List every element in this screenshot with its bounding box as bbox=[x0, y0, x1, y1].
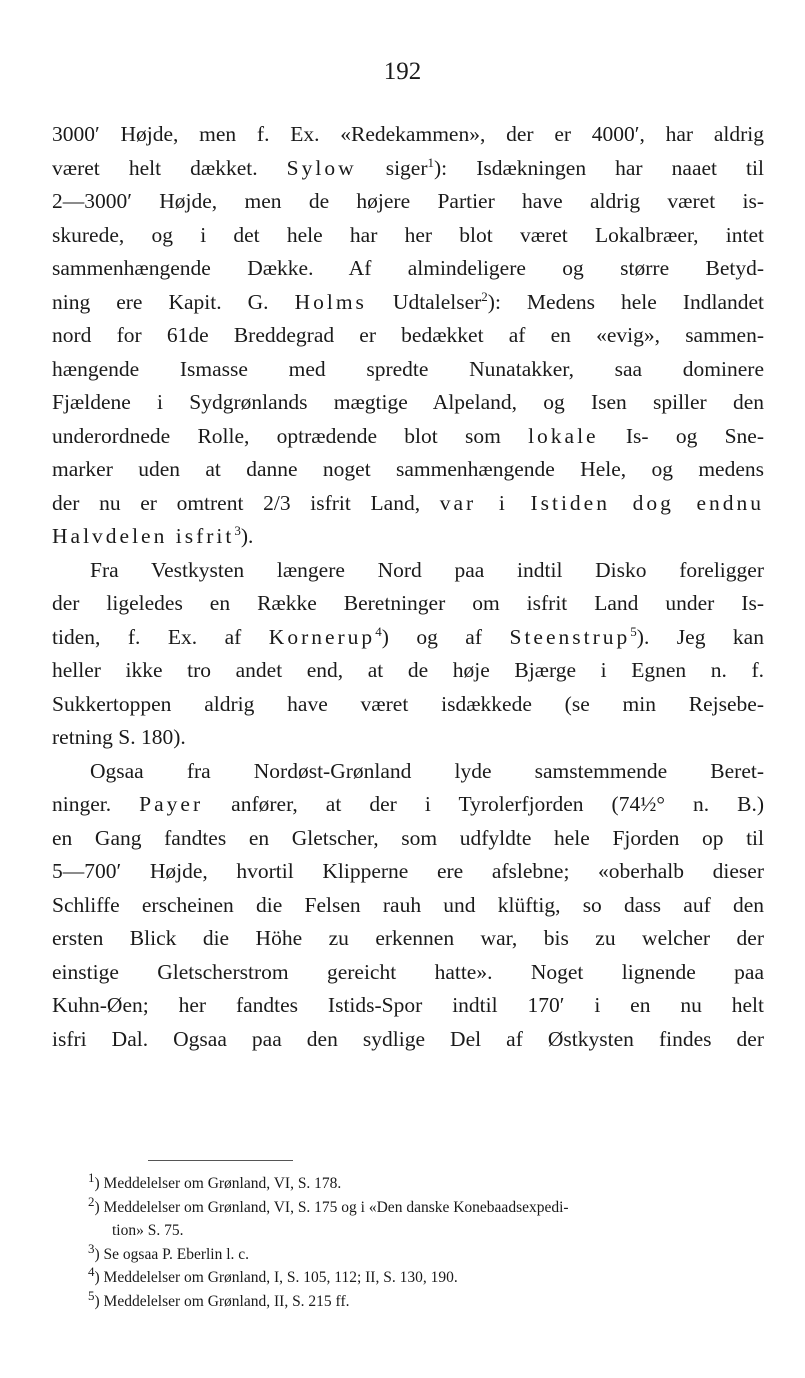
footnote-ref: 3 bbox=[234, 522, 241, 538]
footnote-ref: 1 bbox=[427, 154, 434, 170]
footnote: $^1$) Meddelelser om Grønland, VI, S. 178. bbox=[88, 1169, 342, 1192]
text-line: der nu er omtrent 2/3 isfrit Land, var i Istiden dog endnu bbox=[52, 490, 765, 515]
text-line: tiden, f. Ex. af Kornerup$^4$) og af Steenstrup$^5$). Jeg kan bbox=[52, 623, 764, 649]
text-line: nord for 61de Breddegrad er bedækket af en «evig», sammen- bbox=[52, 323, 764, 347]
text-line: retning S. 180). bbox=[52, 725, 186, 749]
text-line: 5—700′ Højde, hvortil Klipperne ere afslebne; «oberhalb dieser bbox=[52, 859, 764, 883]
footnote: $^2$) Meddelelser om Grønland, VI, S. 175 og i «Den danske Konebaadsexpedi- bbox=[88, 1193, 569, 1216]
author-name: Payer bbox=[139, 792, 204, 816]
text-line: isfri Dal. Ogsaa paa den sydlige Del af Østkysten findes der bbox=[52, 1026, 764, 1051]
text-line: einstige Gletscherstrom gereicht hatte». Noget lignende paa bbox=[52, 959, 764, 984]
text-line: 3000′ Højde, men f. Ex. «Redekammen», der er 4000′, har aldrig bbox=[52, 122, 764, 146]
emphasis: Halvdelen isfrit bbox=[52, 524, 235, 548]
text-line: underordnede Rolle, optrædende blot som lokale Is- og Sne- bbox=[52, 423, 764, 448]
text-line: Fra Vestkysten længere Nord paa indtil Disko foreligger bbox=[90, 557, 764, 582]
footnote-ref: 4 bbox=[375, 623, 382, 639]
text-line: Kuhn-Øen; her fandtes Istids-Spor indtil 170′ i en nu helt bbox=[52, 993, 764, 1017]
text-line: en Gang fandtes en Gletscher, som udfyldte hele Fjorden op til bbox=[52, 825, 764, 850]
text-line: heller ikke tro andet end, at de høje Bjærge i Egnen n. f. bbox=[52, 658, 764, 682]
fraction: 2/3 bbox=[263, 490, 291, 515]
text-line: ersten Blick die Höhe zu erkennen war, bis zu welcher der bbox=[52, 926, 764, 950]
text-line: hængende Ismasse med spredte Nunatakker, saa dominere bbox=[52, 356, 764, 381]
footnote-continuation: tion» S. 75. bbox=[112, 1222, 184, 1239]
emphasis: lokale bbox=[528, 423, 599, 448]
author-name: Steenstrup bbox=[509, 624, 631, 649]
text-line: ning ere Kapit. G. Holms Udtalelser$^2$): Medens hele Indlandet bbox=[52, 288, 765, 314]
text-line: Ogsaa fra Nordøst-Grønland lyde samstemmende Beret- bbox=[90, 758, 764, 783]
footnote-ref: 5 bbox=[630, 623, 637, 639]
author-name: Sylow bbox=[286, 155, 357, 180]
text-line: marker uden at danne noget sammenhængende Hele, og medens bbox=[52, 457, 764, 481]
text-line: ninger. Payer anfører, at der i Tyrolerfjorden (74½° n. B.) bbox=[52, 792, 765, 816]
text-line: Sukkertoppen aldrig have været isdækkede (se min Rejsebe- bbox=[52, 691, 764, 716]
text-line: 2—3000′ Højde, men de højere Partier have aldrig været is- bbox=[52, 189, 764, 213]
text-line: Fjældene i Sydgrønlands mægtige Alpeland, og Isen spiller den bbox=[52, 390, 764, 414]
footnotes bbox=[88, 1169, 768, 1313]
footnote: $^4$) Meddelelser om Grønland, I, S. 105, 112; II, S. 130, 190. bbox=[88, 1263, 458, 1286]
text-line: været helt dækket. Sylow siger$^1$): Isdækningen har naaet til bbox=[52, 154, 764, 180]
page-number: 192 bbox=[383, 58, 422, 85]
text-line: sammenhængende Dække. Af almindeligere og større Betyd- bbox=[52, 256, 764, 280]
author-name: Holms bbox=[294, 289, 367, 314]
body-text bbox=[52, 118, 764, 1056]
footnote-ref: 2 bbox=[481, 288, 488, 304]
footnote: $^3$) Se ogsaa P. Eberlin l. c. bbox=[88, 1240, 250, 1263]
text-line: Halvdelen isfrit$^3$). bbox=[52, 522, 254, 548]
author-name: Kornerup bbox=[268, 624, 376, 649]
emphasis: var i Istiden dog endnu bbox=[439, 490, 765, 515]
text-line: der ligeledes en Række Beretninger om isfrit Land under Is- bbox=[52, 591, 764, 615]
text-line: Schliffe erscheinen die Felsen rauh und klüftig, so dass auf den bbox=[52, 892, 764, 917]
text-line: skurede, og i det hele har her blot været Lokalbræer, intet bbox=[52, 222, 764, 247]
footnote: $^5$) Meddelelser om Grønland, II, S. 215 ff. bbox=[88, 1287, 350, 1310]
footnote-divider bbox=[148, 1160, 293, 1161]
